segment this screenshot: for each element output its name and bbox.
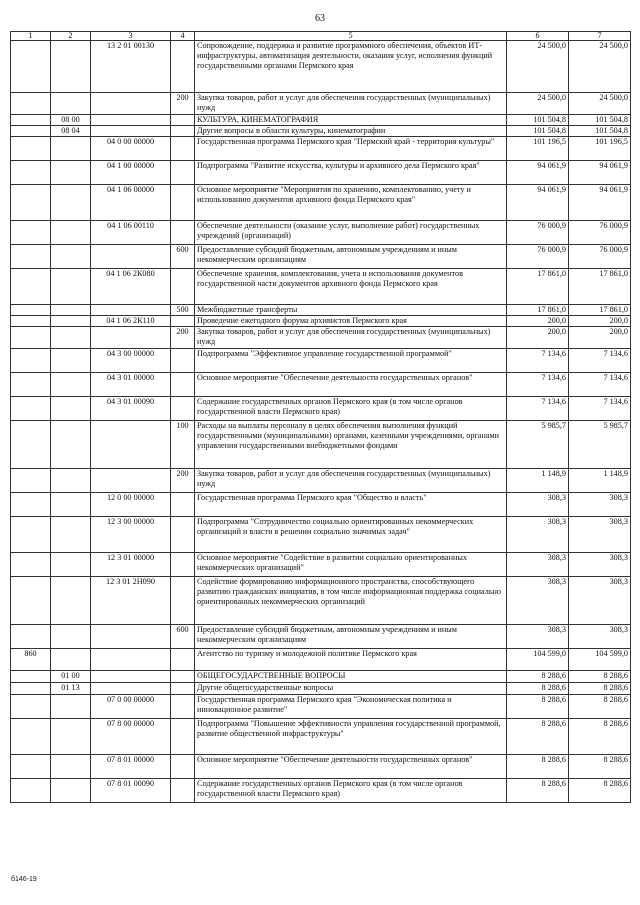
cell-expense-type <box>171 115 195 126</box>
cell-section-code <box>51 221 91 245</box>
cell-target-code <box>91 93 171 115</box>
cell-description: Содействие формированию информационного пространства, способствующего развитию гражданских инициатив, в том числе информационная поддержка социально ориентированных некоммерческих организаций <box>195 577 507 625</box>
cell-amount-1: 308,3 <box>507 577 569 625</box>
cell-admin-code <box>11 115 51 126</box>
cell-section-code <box>51 161 91 185</box>
cell-amount-1: 7 134,6 <box>507 373 569 397</box>
cell-admin-code <box>11 493 51 517</box>
cell-amount-2: 76 000,9 <box>569 245 631 269</box>
cell-description: Государственная программа Пермского края "Общество и власть" <box>195 493 507 517</box>
cell-section-code <box>51 373 91 397</box>
cell-description: Подпрограмма "Эффективное управление государственной программой" <box>195 349 507 373</box>
cell-section-code <box>51 316 91 327</box>
cell-section-code <box>51 305 91 316</box>
cell-amount-2: 17 861,0 <box>569 269 631 305</box>
cell-target-code: 07 8 00 00000 <box>91 719 171 755</box>
cell-section-code <box>51 93 91 115</box>
cell-admin-code <box>11 185 51 221</box>
table-row <box>11 695 631 719</box>
table-header-row <box>11 32 631 41</box>
cell-amount-2: 101 196,5 <box>569 137 631 161</box>
cell-amount-1: 24 500,0 <box>507 93 569 115</box>
cell-target-code: 07 8 01 00090 <box>91 779 171 803</box>
table-row <box>11 305 631 316</box>
cell-expense-type: 600 <box>171 625 195 649</box>
cell-amount-2: 8 288,6 <box>569 695 631 719</box>
cell-target-code: 04 0 00 00000 <box>91 137 171 161</box>
cell-amount-2: 8 288,6 <box>569 683 631 695</box>
cell-description: Сопровождение, поддержка и развитие программного обеспечения, объектов ИТ-инфраструктуры, автоматизация деятельности, оказания услуг, исполнения функций государственными органами Пермского края <box>195 41 507 93</box>
cell-expense-type <box>171 185 195 221</box>
cell-section-code <box>51 649 91 671</box>
cell-target-code: 07 8 01 00000 <box>91 755 171 779</box>
cell-admin-code <box>11 779 51 803</box>
cell-expense-type <box>171 671 195 683</box>
table-row <box>11 115 631 126</box>
cell-amount-1: 104 599,0 <box>507 649 569 671</box>
cell-amount-2: 308,3 <box>569 577 631 625</box>
cell-target-code <box>91 115 171 126</box>
cell-amount-1: 308,3 <box>507 493 569 517</box>
cell-amount-2: 8 288,6 <box>569 755 631 779</box>
cell-target-code <box>91 625 171 649</box>
cell-expense-type <box>171 373 195 397</box>
header-col-5: 5 <box>195 32 507 41</box>
cell-section-code <box>51 245 91 269</box>
cell-amount-2: 101 504,8 <box>569 115 631 126</box>
cell-admin-code <box>11 517 51 553</box>
cell-amount-2: 200,0 <box>569 327 631 349</box>
cell-admin-code <box>11 577 51 625</box>
cell-section-code <box>51 41 91 93</box>
cell-amount-2: 76 000,9 <box>569 221 631 245</box>
cell-amount-1: 8 288,6 <box>507 683 569 695</box>
cell-target-code <box>91 245 171 269</box>
cell-admin-code: 860 <box>11 649 51 671</box>
table-row <box>11 577 631 625</box>
table-row <box>11 517 631 553</box>
cell-amount-2: 94 061,9 <box>569 161 631 185</box>
table-row <box>11 755 631 779</box>
table-row <box>11 493 631 517</box>
cell-expense-type <box>171 269 195 305</box>
cell-amount-2: 17 861,0 <box>569 305 631 316</box>
cell-amount-1: 8 288,6 <box>507 719 569 755</box>
cell-expense-type: 200 <box>171 469 195 493</box>
cell-section-code: 08 04 <box>51 126 91 137</box>
cell-admin-code <box>11 373 51 397</box>
cell-section-code <box>51 421 91 469</box>
cell-admin-code <box>11 161 51 185</box>
cell-amount-1: 94 061,9 <box>507 161 569 185</box>
cell-expense-type <box>171 493 195 517</box>
table-row <box>11 327 631 349</box>
header-col-2: 2 <box>51 32 91 41</box>
cell-section-code: 08 00 <box>51 115 91 126</box>
cell-description: Основное мероприятие "Мероприятия по хранению, комплектованию, учету и использованию документов архивного фонда Пермского края" <box>195 185 507 221</box>
cell-admin-code <box>11 137 51 161</box>
cell-expense-type: 600 <box>171 245 195 269</box>
table-row <box>11 779 631 803</box>
cell-target-code: 12 0 00 00000 <box>91 493 171 517</box>
header-col-3: 3 <box>91 32 171 41</box>
cell-expense-type <box>171 553 195 577</box>
cell-expense-type <box>171 577 195 625</box>
cell-expense-type <box>171 397 195 421</box>
table-row <box>11 185 631 221</box>
cell-amount-2: 200,0 <box>569 316 631 327</box>
cell-amount-2: 104 599,0 <box>569 649 631 671</box>
cell-section-code <box>51 779 91 803</box>
cell-expense-type <box>171 161 195 185</box>
cell-target-code: 04 3 00 00000 <box>91 349 171 373</box>
cell-target-code <box>91 421 171 469</box>
cell-section-code <box>51 327 91 349</box>
cell-section-code <box>51 719 91 755</box>
cell-amount-2: 24 500,0 <box>569 41 631 93</box>
cell-expense-type <box>171 349 195 373</box>
table-row <box>11 137 631 161</box>
header-col-6: 6 <box>507 32 569 41</box>
table-row <box>11 469 631 493</box>
cell-description: Подпрограмма "Сотрудничество социально ориентированных некоммерческих организаций и власти в решении социально значимых задач" <box>195 517 507 553</box>
cell-target-code <box>91 305 171 316</box>
cell-section-code <box>51 517 91 553</box>
cell-target-code: 04 3 01 00090 <box>91 397 171 421</box>
table-row <box>11 221 631 245</box>
cell-target-code <box>91 126 171 137</box>
cell-expense-type <box>171 316 195 327</box>
cell-description: Государственная программа Пермского края "Пермский край - территория культуры" <box>195 137 507 161</box>
cell-description: Межбюджетные трансферты <box>195 305 507 316</box>
cell-admin-code <box>11 349 51 373</box>
cell-description: Другие общегосударственные вопросы <box>195 683 507 695</box>
cell-target-code <box>91 649 171 671</box>
cell-target-code <box>91 683 171 695</box>
cell-amount-1: 76 000,9 <box>507 245 569 269</box>
cell-admin-code <box>11 245 51 269</box>
cell-target-code: 04 1 06 2К110 <box>91 316 171 327</box>
footer-code: б146-19 <box>11 876 37 883</box>
cell-amount-2: 308,3 <box>569 493 631 517</box>
cell-description: Обеспечение деятельности (оказание услуг, выполнение работ) государственных учреждений (организаций) <box>195 221 507 245</box>
cell-amount-1: 94 061,9 <box>507 185 569 221</box>
cell-expense-type <box>171 719 195 755</box>
cell-section-code <box>51 137 91 161</box>
cell-expense-type: 100 <box>171 421 195 469</box>
cell-amount-1: 200,0 <box>507 316 569 327</box>
cell-amount-2: 101 504,8 <box>569 126 631 137</box>
cell-admin-code <box>11 421 51 469</box>
table-row <box>11 93 631 115</box>
cell-description: Основное мероприятие "Обеспечение деятельности государственных органов" <box>195 755 507 779</box>
cell-admin-code <box>11 316 51 327</box>
cell-description: Содержание государственных органов Пермского края (в том числе органов государственной власти Пермского края) <box>195 397 507 421</box>
budget-table <box>10 31 631 803</box>
cell-section-code: 01 13 <box>51 683 91 695</box>
cell-amount-1: 200,0 <box>507 327 569 349</box>
cell-description: Закупка товаров, работ и услуг для обеспечения государственных (муниципальных) нужд <box>195 327 507 349</box>
cell-target-code: 12 3 00 00000 <box>91 517 171 553</box>
cell-section-code <box>51 755 91 779</box>
cell-admin-code <box>11 625 51 649</box>
table-row <box>11 397 631 421</box>
cell-section-code <box>51 695 91 719</box>
cell-target-code <box>91 469 171 493</box>
cell-amount-1: 5 985,7 <box>507 421 569 469</box>
cell-target-code: 04 1 00 00000 <box>91 161 171 185</box>
table-row <box>11 373 631 397</box>
cell-expense-type <box>171 41 195 93</box>
cell-amount-1: 308,3 <box>507 553 569 577</box>
cell-section-code <box>51 269 91 305</box>
cell-amount-1: 1 148,9 <box>507 469 569 493</box>
table-row <box>11 126 631 137</box>
cell-description: Подпрограмма "Повышение эффективности управления государственной программой, развитие общественной инфраструктуры" <box>195 719 507 755</box>
cell-admin-code <box>11 41 51 93</box>
cell-expense-type: 500 <box>171 305 195 316</box>
cell-admin-code <box>11 469 51 493</box>
table-row <box>11 245 631 269</box>
cell-amount-2: 5 985,7 <box>569 421 631 469</box>
cell-amount-1: 7 134,6 <box>507 349 569 373</box>
cell-amount-2: 308,3 <box>569 625 631 649</box>
cell-amount-2: 1 148,9 <box>569 469 631 493</box>
cell-amount-1: 101 504,8 <box>507 115 569 126</box>
cell-description: Государственная программа Пермского края "Экономическая политика и инновационное развитие" <box>195 695 507 719</box>
cell-admin-code <box>11 305 51 316</box>
cell-expense-type: 200 <box>171 93 195 115</box>
cell-expense-type <box>171 649 195 671</box>
cell-target-code <box>91 327 171 349</box>
cell-amount-2: 308,3 <box>569 553 631 577</box>
cell-expense-type <box>171 137 195 161</box>
cell-amount-2: 8 288,6 <box>569 779 631 803</box>
cell-description: Закупка товаров, работ и услуг для обеспечения государственных (муниципальных) нужд <box>195 93 507 115</box>
cell-section-code: 01 00 <box>51 671 91 683</box>
cell-expense-type: 200 <box>171 327 195 349</box>
table-row <box>11 161 631 185</box>
cell-amount-1: 8 288,6 <box>507 695 569 719</box>
cell-section-code <box>51 469 91 493</box>
cell-admin-code <box>11 719 51 755</box>
table-row <box>11 683 631 695</box>
cell-section-code <box>51 397 91 421</box>
cell-description: ОБЩЕГОСУДАРСТВЕННЫЕ ВОПРОСЫ <box>195 671 507 683</box>
cell-amount-2: 8 288,6 <box>569 671 631 683</box>
header-col-4: 4 <box>171 32 195 41</box>
table-row <box>11 421 631 469</box>
table-row <box>11 316 631 327</box>
cell-description: Закупка товаров, работ и услуг для обеспечения государственных (муниципальных) нужд <box>195 469 507 493</box>
cell-amount-1: 7 134,6 <box>507 397 569 421</box>
cell-amount-1: 8 288,6 <box>507 779 569 803</box>
header-col-1: 1 <box>11 32 51 41</box>
cell-admin-code <box>11 397 51 421</box>
cell-target-code: 07 0 00 00000 <box>91 695 171 719</box>
cell-amount-2: 94 061,9 <box>569 185 631 221</box>
cell-amount-1: 101 504,8 <box>507 126 569 137</box>
cell-amount-2: 7 134,6 <box>569 373 631 397</box>
cell-description: Обеспечение хранения, комплектования, учета и использования документов государственной части документов архивного фонда Пермского края <box>195 269 507 305</box>
cell-admin-code <box>11 221 51 245</box>
cell-description: Предоставление субсидий бюджетным, автономным учреждениям и иным некоммерческим организациям <box>195 245 507 269</box>
cell-expense-type <box>171 755 195 779</box>
cell-expense-type <box>171 517 195 553</box>
table-row <box>11 719 631 755</box>
cell-amount-1: 8 288,6 <box>507 671 569 683</box>
cell-target-code: 12 3 01 00000 <box>91 553 171 577</box>
cell-amount-2: 7 134,6 <box>569 397 631 421</box>
cell-amount-1: 76 000,9 <box>507 221 569 245</box>
cell-target-code: 04 3 01 00000 <box>91 373 171 397</box>
cell-admin-code <box>11 126 51 137</box>
cell-expense-type <box>171 126 195 137</box>
cell-admin-code <box>11 93 51 115</box>
cell-amount-2: 7 134,6 <box>569 349 631 373</box>
cell-description: Проведение ежегодного форума архивистов Пермского края <box>195 316 507 327</box>
cell-section-code <box>51 349 91 373</box>
table-row <box>11 349 631 373</box>
cell-section-code <box>51 625 91 649</box>
cell-section-code <box>51 185 91 221</box>
cell-admin-code <box>11 553 51 577</box>
cell-target-code: 13 2 01 00130 <box>91 41 171 93</box>
cell-section-code <box>51 493 91 517</box>
cell-amount-1: 8 288,6 <box>507 755 569 779</box>
cell-amount-1: 24 500,0 <box>507 41 569 93</box>
table-row <box>11 625 631 649</box>
cell-description: Основное мероприятие "Обеспечение деятельности государственных органов" <box>195 373 507 397</box>
cell-amount-1: 308,3 <box>507 517 569 553</box>
cell-admin-code <box>11 755 51 779</box>
cell-expense-type <box>171 221 195 245</box>
cell-target-code: 04 1 06 00110 <box>91 221 171 245</box>
table-row <box>11 649 631 671</box>
header-col-7: 7 <box>569 32 631 41</box>
cell-target-code: 04 1 06 00000 <box>91 185 171 221</box>
cell-description: КУЛЬТУРА, КИНЕМАТОГРАФИЯ <box>195 115 507 126</box>
cell-description: Расходы на выплаты персоналу в целях обеспечения выполнения функций государственными (муниципальными) органами, казенными учреждениями, органами управления государственными внебюджетными фондами <box>195 421 507 469</box>
cell-amount-1: 17 861,0 <box>507 305 569 316</box>
cell-admin-code <box>11 327 51 349</box>
table-row <box>11 269 631 305</box>
page-number: 63 <box>315 13 325 24</box>
cell-admin-code <box>11 695 51 719</box>
cell-amount-2: 8 288,6 <box>569 719 631 755</box>
cell-expense-type <box>171 695 195 719</box>
cell-expense-type <box>171 683 195 695</box>
cell-description: Другие вопросы в области культуры, кинематографии <box>195 126 507 137</box>
cell-admin-code <box>11 671 51 683</box>
cell-admin-code <box>11 683 51 695</box>
cell-description: Основное мероприятие "Содействие в развитии социально ориентированных некоммерческих организаций" <box>195 553 507 577</box>
cell-amount-2: 24 500,0 <box>569 93 631 115</box>
table-row <box>11 553 631 577</box>
cell-section-code <box>51 553 91 577</box>
cell-amount-1: 101 196,5 <box>507 137 569 161</box>
cell-description: Подпрограмма "Развитие искусства, культуры и архивного дела Пермского края" <box>195 161 507 185</box>
cell-admin-code <box>11 269 51 305</box>
cell-amount-1: 308,3 <box>507 625 569 649</box>
cell-description: Предоставление субсидий бюджетным, автономным учреждениям и иным некоммерческим организациям <box>195 625 507 649</box>
table-row <box>11 41 631 93</box>
cell-expense-type <box>171 779 195 803</box>
cell-target-code <box>91 671 171 683</box>
cell-amount-2: 308,3 <box>569 517 631 553</box>
cell-description: Содержание государственных органов Пермского края (в том числе органов государственной власти Пермского края) <box>195 779 507 803</box>
cell-amount-1: 17 861,0 <box>507 269 569 305</box>
table-row <box>11 671 631 683</box>
cell-description: Агентство по туризму и молодежной политике Пермского края <box>195 649 507 671</box>
cell-target-code: 04 1 06 2К080 <box>91 269 171 305</box>
cell-section-code <box>51 577 91 625</box>
cell-target-code: 12 3 01 2Н090 <box>91 577 171 625</box>
